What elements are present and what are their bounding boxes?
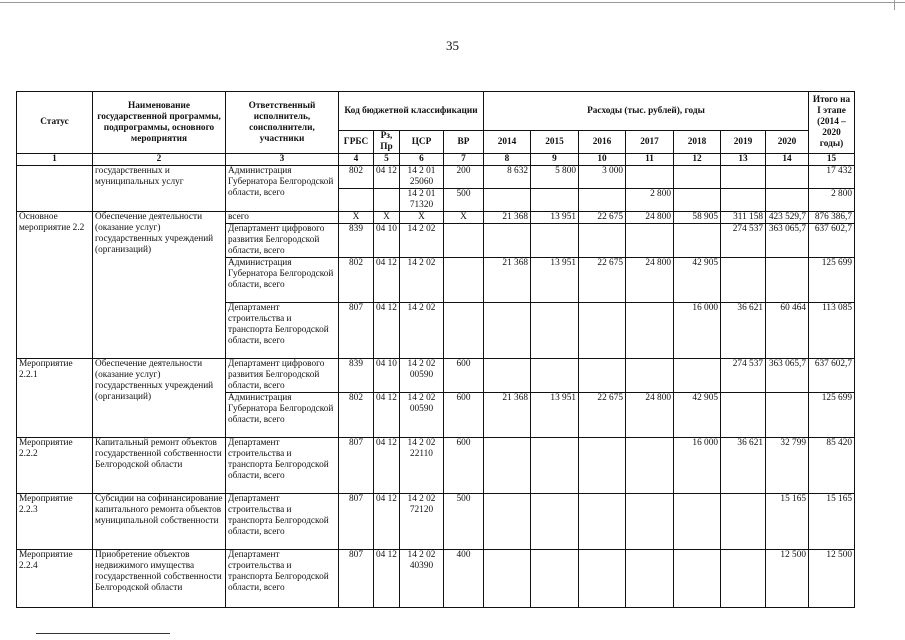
- total-cell: 17 432: [809, 166, 855, 189]
- value-cell: 3 000: [579, 166, 626, 189]
- value-cell: [721, 189, 766, 212]
- top-border-line: [0, 2, 905, 3]
- rzpr-cell: 04 10: [374, 224, 400, 258]
- total-cell: 125 699: [809, 393, 855, 438]
- status-cell: Мероприятие 2.2.3: [17, 494, 93, 550]
- table-row: [17, 550, 855, 608]
- rzpr-cell: 04 10: [374, 359, 400, 393]
- executor-cell: Департамент строительства и транспорта Белгородской области, всего: [226, 438, 339, 494]
- value-cell: [721, 258, 766, 303]
- value-cell: [531, 438, 579, 494]
- value-cell: [721, 550, 766, 608]
- value-cell: 363 065,7: [766, 224, 809, 258]
- value-cell: [626, 494, 674, 550]
- column-number: 15: [809, 154, 855, 166]
- csr-cell: 14 2 02 00590: [400, 359, 444, 393]
- value-cell: 13 951: [531, 393, 579, 438]
- rzpr-cell: 04 12: [374, 303, 400, 359]
- value-cell: 24 800: [626, 212, 674, 224]
- value-cell: [484, 550, 531, 608]
- value-cell: 21 368: [484, 258, 531, 303]
- grbs-cell: Х: [339, 212, 374, 224]
- value-cell: 423 529,7: [766, 212, 809, 224]
- grbs-cell: 802: [339, 258, 374, 303]
- vr-cell: 600: [444, 438, 484, 494]
- vr-cell: 400: [444, 550, 484, 608]
- value-cell: [579, 303, 626, 359]
- header-year: 2018: [674, 131, 721, 154]
- vr-cell: Х: [444, 212, 484, 224]
- footnote-line: [36, 633, 170, 634]
- grbs-cell: 839: [339, 224, 374, 258]
- value-cell: [674, 494, 721, 550]
- value-cell: 22 675: [579, 393, 626, 438]
- header-year: 2017: [626, 131, 674, 154]
- header-status: Статус: [17, 92, 93, 154]
- value-cell: 13 951: [531, 258, 579, 303]
- header-total: Итого на I этапе (2014 – 2020 годы): [809, 92, 855, 154]
- grbs-cell: [339, 189, 374, 212]
- column-number: 10: [579, 154, 626, 166]
- vr-cell: 500: [444, 494, 484, 550]
- grbs-cell: 807: [339, 494, 374, 550]
- grbs-cell: 807: [339, 550, 374, 608]
- csr-cell: Х: [400, 212, 444, 224]
- vr-cell: 600: [444, 393, 484, 438]
- value-cell: [626, 359, 674, 393]
- value-cell: [579, 359, 626, 393]
- vr-cell: 500: [444, 189, 484, 212]
- status-cell: [17, 166, 93, 212]
- total-cell: 637 602,7: [809, 359, 855, 393]
- value-cell: 8 632: [484, 166, 531, 189]
- header-name: Наименование государственной программы, подпрограммы, основного мероприятия: [93, 92, 226, 154]
- value-cell: [721, 166, 766, 189]
- column-number: 3: [226, 154, 339, 166]
- value-cell: [721, 393, 766, 438]
- csr-cell: 14 2 02: [400, 303, 444, 359]
- rzpr-cell: 04 12: [374, 393, 400, 438]
- vr-cell: [444, 258, 484, 303]
- value-cell: 13 951: [531, 212, 579, 224]
- value-cell: 311 158: [721, 212, 766, 224]
- csr-cell: 14 2 01 25060: [400, 166, 444, 189]
- value-cell: 15 165: [766, 494, 809, 550]
- column-number: 7: [444, 154, 484, 166]
- column-number: 2: [93, 154, 226, 166]
- rzpr-cell: 04 12: [374, 494, 400, 550]
- value-cell: 42 905: [674, 258, 721, 303]
- name-cell: государственных и муниципальных услуг: [93, 166, 226, 212]
- rzpr-cell: [374, 189, 400, 212]
- table-row: [17, 494, 855, 550]
- value-cell: [579, 438, 626, 494]
- name-cell: Субсидии на софинансирование капитального ремонта объектов муниципальной собственности: [93, 494, 226, 550]
- value-cell: [579, 494, 626, 550]
- value-cell: [484, 438, 531, 494]
- value-cell: 21 368: [484, 393, 531, 438]
- value-cell: 32 799: [766, 438, 809, 494]
- header-year: 2015: [531, 131, 579, 154]
- column-number: 4: [339, 154, 374, 166]
- total-cell: 12 500: [809, 550, 855, 608]
- value-cell: [766, 393, 809, 438]
- value-cell: [766, 166, 809, 189]
- value-cell: 2 800: [626, 189, 674, 212]
- total-cell: 113 085: [809, 303, 855, 359]
- vr-cell: [444, 224, 484, 258]
- header-year: 2016: [579, 131, 626, 154]
- value-cell: 12 500: [766, 550, 809, 608]
- header-rzpr: Рз, Пр: [374, 131, 400, 154]
- csr-cell: 14 2 02: [400, 258, 444, 303]
- value-cell: [721, 494, 766, 550]
- value-cell: 5 800: [531, 166, 579, 189]
- executor-cell: всего: [226, 212, 339, 224]
- total-cell: 85 420: [809, 438, 855, 494]
- value-cell: [484, 189, 531, 212]
- value-cell: 22 675: [579, 212, 626, 224]
- value-cell: 36 621: [721, 438, 766, 494]
- value-cell: 21 368: [484, 212, 531, 224]
- value-cell: 24 800: [626, 393, 674, 438]
- top-corner-mark: [894, 0, 895, 10]
- name-cell: Обеспечение деятельности (оказание услуг) государственных учреждений (организаций): [93, 212, 226, 359]
- table-row: [17, 212, 855, 224]
- executor-cell: Администрация Губернатора Белгородской области, всего: [226, 166, 339, 212]
- column-number: 12: [674, 154, 721, 166]
- status-cell: Мероприятие 2.2.4: [17, 550, 93, 608]
- grbs-cell: 802: [339, 393, 374, 438]
- header-year: 2014: [484, 131, 531, 154]
- executor-cell: Администрация Губернатора Белгородской области, всего: [226, 258, 339, 303]
- total-cell: 637 602,7: [809, 224, 855, 258]
- value-cell: [674, 166, 721, 189]
- csr-cell: 14 2 02 00590: [400, 393, 444, 438]
- status-cell: Мероприятие 2.2.1: [17, 359, 93, 438]
- value-cell: [674, 359, 721, 393]
- csr-cell: 14 2 02 40390: [400, 550, 444, 608]
- page-number: 35: [446, 38, 459, 53]
- value-cell: 16 000: [674, 303, 721, 359]
- value-cell: [531, 494, 579, 550]
- column-number: 6: [400, 154, 444, 166]
- name-cell: Обеспечение деятельности (оказание услуг) государственных учреждений (организаций): [93, 359, 226, 438]
- executor-cell: Департамент строительства и транспорта Белгородской области, всего: [226, 303, 339, 359]
- total-cell: 125 699: [809, 258, 855, 303]
- executor-cell: Департамент цифрового развития Белгородской области, всего: [226, 359, 339, 393]
- value-cell: [531, 303, 579, 359]
- header-year: 2019: [721, 131, 766, 154]
- executor-cell: Департамент цифрового развития Белгородской области, всего: [226, 224, 339, 258]
- status-cell: Основное мероприятие 2.2: [17, 212, 93, 359]
- value-cell: [579, 550, 626, 608]
- rzpr-cell: 04 12: [374, 258, 400, 303]
- value-cell: 363 065,7: [766, 359, 809, 393]
- value-cell: [484, 303, 531, 359]
- value-cell: [579, 224, 626, 258]
- value-cell: 42 905: [674, 393, 721, 438]
- column-number: 14: [766, 154, 809, 166]
- column-number: 9: [531, 154, 579, 166]
- value-cell: 274 537: [721, 224, 766, 258]
- executor-cell: Администрация Губернатора Белгородской области, всего: [226, 393, 339, 438]
- value-cell: [674, 550, 721, 608]
- table-row: [17, 438, 855, 494]
- header-budget-code: Код бюджетной классификации: [339, 92, 484, 131]
- executor-cell: Департамент строительства и транспорта Белгородской области, всего: [226, 550, 339, 608]
- value-cell: [626, 438, 674, 494]
- value-cell: [484, 224, 531, 258]
- name-cell: Капитальный ремонт объектов государственной собственности Белгородской области: [93, 438, 226, 494]
- header-executor: Ответственный исполнитель, соисполнители, участники: [226, 92, 339, 154]
- value-cell: [531, 550, 579, 608]
- column-number: 11: [626, 154, 674, 166]
- rzpr-cell: Х: [374, 212, 400, 224]
- vr-cell: 200: [444, 166, 484, 189]
- value-cell: [484, 494, 531, 550]
- grbs-cell: 807: [339, 438, 374, 494]
- value-cell: [484, 359, 531, 393]
- status-cell: Мероприятие 2.2.2: [17, 438, 93, 494]
- value-cell: [531, 359, 579, 393]
- vr-cell: 600: [444, 359, 484, 393]
- rzpr-cell: 04 12: [374, 550, 400, 608]
- csr-cell: 14 2 02 72120: [400, 494, 444, 550]
- budget-table: [16, 91, 855, 608]
- column-number-row: [17, 154, 855, 166]
- column-number: 8: [484, 154, 531, 166]
- value-cell: [626, 550, 674, 608]
- value-cell: 58 905: [674, 212, 721, 224]
- total-cell: 876 386,7: [809, 212, 855, 224]
- table-row: [17, 359, 855, 393]
- value-cell: [766, 189, 809, 212]
- grbs-cell: 802: [339, 166, 374, 189]
- value-cell: [531, 224, 579, 258]
- header-csr: ЦСР: [400, 131, 444, 154]
- total-cell: 15 165: [809, 494, 855, 550]
- value-cell: [531, 189, 579, 212]
- rzpr-cell: 04 12: [374, 438, 400, 494]
- total-cell: 2 800: [809, 189, 855, 212]
- csr-cell: 14 2 01 71320: [400, 189, 444, 212]
- value-cell: 36 621: [721, 303, 766, 359]
- executor-cell: Департамент строительства и транспорта Белгородской области, всего: [226, 494, 339, 550]
- vr-cell: [444, 303, 484, 359]
- column-number: 1: [17, 154, 93, 166]
- value-cell: [674, 224, 721, 258]
- grbs-cell: 807: [339, 303, 374, 359]
- value-cell: [626, 166, 674, 189]
- value-cell: 274 537: [721, 359, 766, 393]
- value-cell: 22 675: [579, 258, 626, 303]
- value-cell: [626, 224, 674, 258]
- table-row: [17, 166, 855, 189]
- value-cell: 16 000: [674, 438, 721, 494]
- value-cell: [674, 189, 721, 212]
- value-cell: 60 464: [766, 303, 809, 359]
- header-vr: ВР: [444, 131, 484, 154]
- grbs-cell: 839: [339, 359, 374, 393]
- header-grbs: ГРБС: [339, 131, 374, 154]
- csr-cell: 14 2 02 22110: [400, 438, 444, 494]
- rzpr-cell: 04 12: [374, 166, 400, 189]
- column-number: 5: [374, 154, 400, 166]
- csr-cell: 14 2 02: [400, 224, 444, 258]
- header-expenses: Расходы (тыс. рублей), годы: [484, 92, 809, 131]
- value-cell: 24 800: [626, 258, 674, 303]
- value-cell: [626, 303, 674, 359]
- column-number: 13: [721, 154, 766, 166]
- header-year: 2020: [766, 131, 809, 154]
- value-cell: [579, 189, 626, 212]
- value-cell: [766, 258, 809, 303]
- name-cell: Приобретение объектов недвижимого имущества государственной собственности Белгородской области: [93, 550, 226, 608]
